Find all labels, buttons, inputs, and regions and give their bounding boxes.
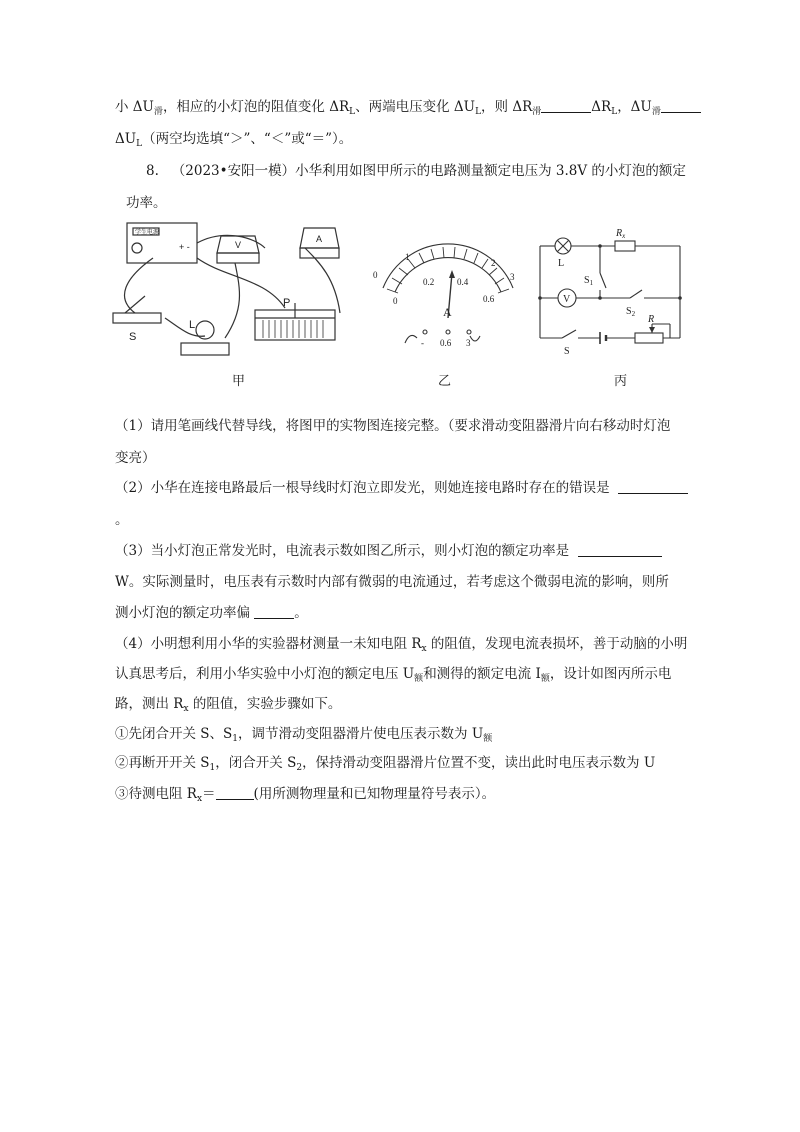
figure-jia-circuit bbox=[105, 218, 360, 368]
answer-blank-2[interactable] bbox=[661, 98, 701, 113]
svg-text:L: L bbox=[189, 319, 196, 331]
part-4-line-1: （4）小明想利用小华的实验器材测量一未知电阻 $R_x$ 的阻值，发现电流表损坏，善于动脑的小明 bbox=[115, 636, 688, 654]
answer-blank-6[interactable] bbox=[216, 785, 254, 800]
svg-text:0.6: 0.6 bbox=[483, 294, 495, 304]
svg-text:+ -: + - bbox=[179, 242, 190, 252]
svg-text:V: V bbox=[563, 294, 571, 305]
q7-line-1: 小 $\Delta U_滑$，相应的小灯泡的阻值变化 $\Delta R_L$、两端电压变化 $\Delta U_L$，则 $\Delta R_滑$ $\Delta R_L$，$\Delta U_滑$ bbox=[115, 97, 701, 122]
part-1-line-1: （1）请用笔画线代替导线，将图甲的实物图连接完整。（要求滑动变阻器滑片向右移动时灯泡 bbox=[115, 418, 671, 434]
q7-line-2: $\Delta U_L$（两空均选填“＞”、“＜”或“＝”）。 bbox=[115, 131, 353, 149]
svg-text:0.6: 0.6 bbox=[440, 338, 452, 348]
svg-text:0.2: 0.2 bbox=[423, 277, 435, 287]
svg-text:学生电源: 学生电源 bbox=[135, 230, 160, 236]
svg-text:2: 2 bbox=[491, 258, 496, 268]
svg-text:R: R bbox=[648, 314, 655, 325]
svg-text:S2: $S_2$ bbox=[626, 306, 636, 318]
svg-text:0.4: 0.4 bbox=[457, 277, 469, 287]
part-2-line-1: （2）小华在连接电路最后一根导线时灯泡立即发光，则她连接电路时存在的错误是 bbox=[115, 478, 688, 498]
step-3: ③待测电阻 $R_x=$ (用所测物理量和已知物理量符号表示）。 bbox=[115, 786, 496, 804]
svg-text:A: A bbox=[443, 305, 452, 319]
part-4-line-2: 认真思考后，利用小华实验中小灯泡的额定电压 $U_额$和测得的额定电流 $I_额$，设计如图丙所示电 bbox=[115, 666, 672, 684]
part-4-line-3: 路，测出 $R_x$ 的阻值，实验步骤如下。 bbox=[115, 696, 342, 714]
part-1-line-2: 变亮） bbox=[115, 450, 156, 466]
svg-text:P: P bbox=[283, 297, 291, 309]
part-3-line-2: W。实际测量时，电压表有示数时内部有微弱的电流通过，若考虑这个微弱电流的影响，则所 bbox=[115, 574, 669, 590]
step-1: ①先闭合开关 S、$S_1$，调节滑动变阻器滑片使电压表示数为 $U_额$ bbox=[115, 726, 493, 744]
answer-blank-4[interactable] bbox=[578, 542, 662, 557]
q8-stem-line-1: 8. （2023•安阳一模）小华利用如图甲所示的电路测量额定电压为 3.8V 的小灯泡的额定 bbox=[146, 163, 686, 179]
answer-blank-1[interactable] bbox=[541, 98, 591, 113]
svg-text:3: 3 bbox=[510, 272, 515, 282]
svg-text:Rx: $R_x$ bbox=[616, 228, 626, 240]
svg-text:3: 3 bbox=[466, 338, 471, 348]
svg-text:S1: $S_1$ bbox=[584, 275, 594, 287]
figure-yi-ammeter-dial bbox=[365, 218, 525, 368]
svg-text:0: 0 bbox=[393, 296, 398, 306]
svg-text:A: A bbox=[316, 234, 323, 244]
answer-blank-5[interactable] bbox=[254, 604, 294, 619]
question-number: 8. bbox=[146, 163, 159, 179]
svg-text:S: S bbox=[129, 331, 137, 343]
svg-text:0: 0 bbox=[373, 270, 378, 280]
figure-yi-caption: 乙 bbox=[438, 374, 452, 389]
answer-blank-3[interactable] bbox=[618, 479, 688, 494]
q8-stem-line-2: 功率。 bbox=[126, 195, 167, 211]
svg-text:S: S bbox=[564, 346, 570, 357]
figure-bing-caption: 丙 bbox=[614, 374, 628, 389]
figure-jia-caption: 甲 bbox=[232, 374, 246, 389]
part-3-line-3: 测小灯泡的额定功率偏 。 bbox=[115, 605, 308, 621]
part-3-line-1: （3）当小灯泡正常发光时，电流表示数如图乙所示，则小灯泡的额定功率是 bbox=[115, 541, 662, 561]
svg-text:1: 1 bbox=[405, 252, 410, 262]
part-2-line-2: 。 bbox=[115, 512, 129, 528]
svg-text:V: V bbox=[235, 240, 242, 250]
step-2: ②再断开开关 $S_1$，闭合开关 $S_2$，保持滑动变阻器滑片位置不变，读出此时电压表示数为 U bbox=[115, 755, 656, 773]
svg-text:-: - bbox=[421, 338, 424, 348]
svg-text:L: L bbox=[558, 258, 565, 269]
figure-bing-schematic bbox=[530, 218, 695, 368]
